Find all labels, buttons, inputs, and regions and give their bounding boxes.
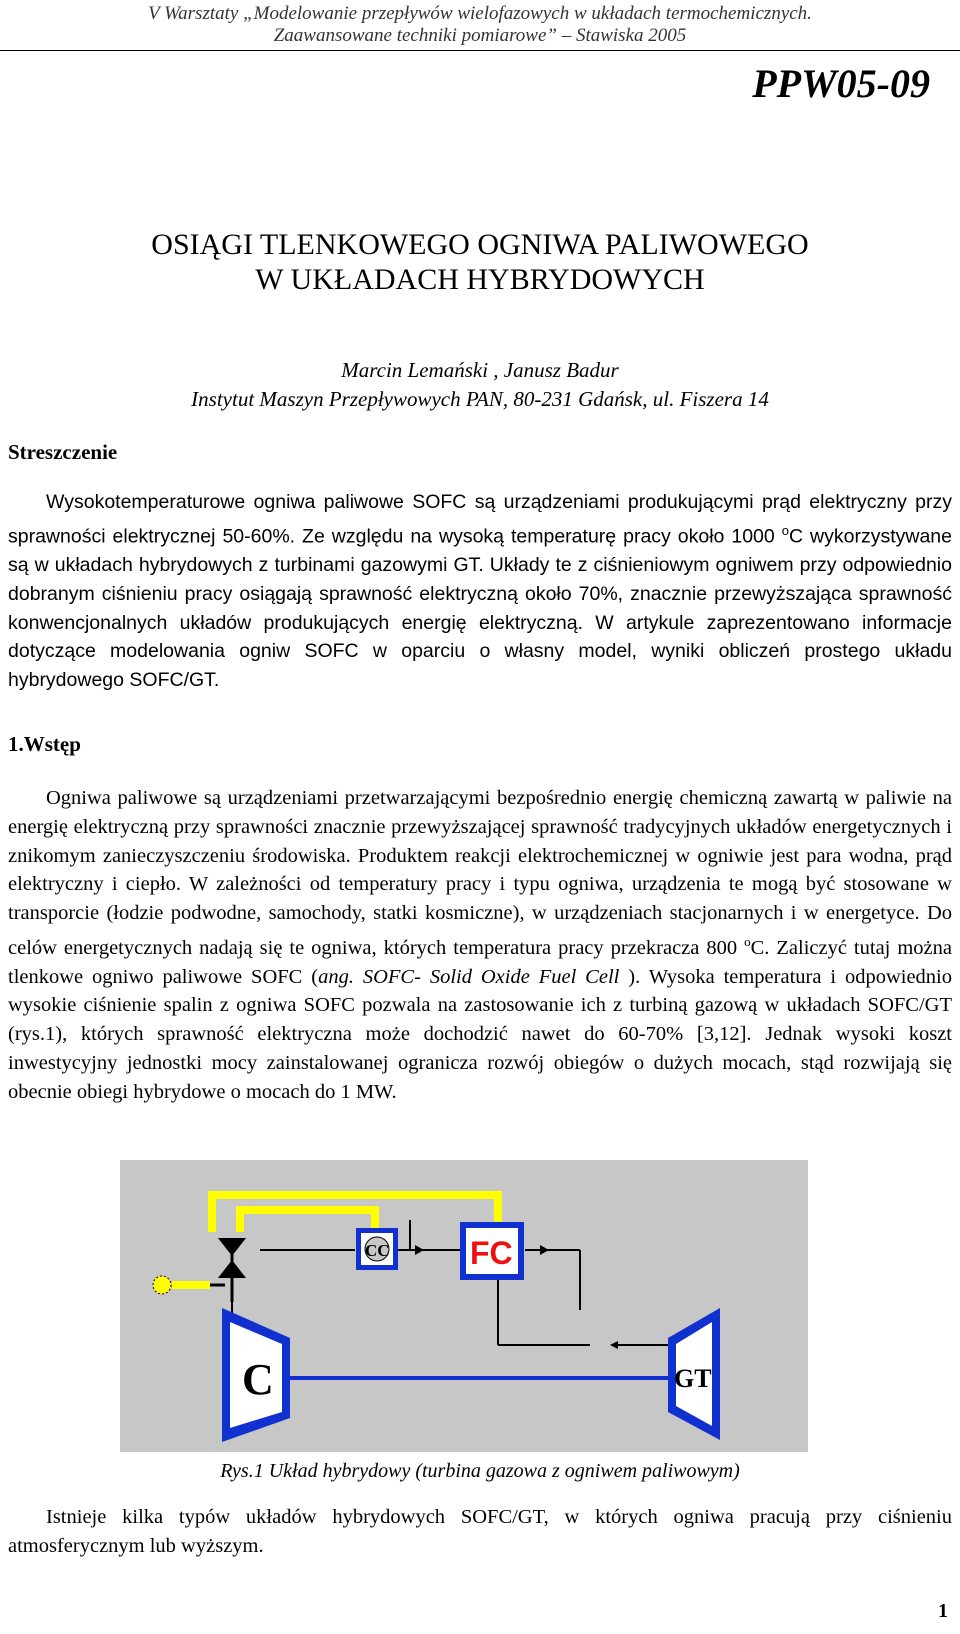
paper-code: PPW05-09 [752,61,930,106]
author-names: Marcin Lemański , Janusz Badur [341,358,619,382]
hybrid-system-svg [120,1160,808,1452]
splitter-icon [210,1238,246,1302]
author-affiliation: Instytut Maszyn Przepływowych PAN, 80-231 Gdańsk, ul. Fiszera 14 [191,387,769,411]
header-divider [0,50,960,51]
compressor-label: C [242,1355,274,1404]
fuel-cell-icon [460,1222,524,1280]
running-header-line2: Zaawansowane techniki pomiarowe” – Stawiska 2005 [273,25,687,46]
gas-turbine-icon [668,1308,720,1440]
flow-arrows [228,1245,618,1349]
page-number: 1 [938,1600,948,1622]
combustion-chamber-icon [356,1228,398,1270]
flow-lines [232,1220,590,1345]
combustion-chamber-label: CC [365,1241,390,1260]
title-line2: W UKŁADACH HYBRYDOWYCH [255,263,705,296]
hybrid-system-diagram [120,1160,808,1452]
title-line1: OSIĄGI TLENKOWEGO OGNIWA PALIWOWEGO [151,228,809,261]
running-header-line1: V Warsztaty „Modelowanie przepływów wielofazowych w układach termochemicznych. [148,3,812,24]
fuel-line-inner [240,1210,375,1232]
figure-caption: Rys.1 Układ hybrydowy (turbina gazowa z ogniwem paliwowym) [220,1460,740,1482]
fuel-inlet-node [153,1276,171,1294]
abstract-heading: Streszczenie [8,440,118,464]
gas-turbine-label: GT [674,1364,712,1393]
intro-paragraph-1: Ogniwa paliwowe są urządzeniami przetwarzającymi bezpośrednio energię chemiczną zawartą w paliwie na energię elektryczną przy sprawności znacznie przewyższającej sprawność tradycyjnych układów energetycznych i znikomym zanieczyszczeniu środowiska. Produktem reakcji elektrochemicznej w ogniwie jest para wodna, prąd elektryczny i ciepło. W zależności od temperatury pracy i typu ogniwa, urządzenia te mogą być stosowane w transporcie (łodzie podwodne, samochody, statki kosmiczne), w urządzeniach stacjonarnych i w energetyce. Do celów energetycznych nadają się te ogniwa, których temperatura pracy przekracza 800 $^o$C. Zaliczyć tutaj można tlenkowe ogniwo paliwowe SOFC (ang. SOFC- Solid Oxide Fuel Cell ). Wysoka temperatura i odpowiednio wysokie ciśnienie spalin z ogniwa SOFC pozwala na zastosowanie ich z turbiną gazową w układach SOFC/GT (rys.1), których sprawność elektryczna może dochodzić nawet do 60-70% [3,12]. Jednak wysoki koszt inwestycyjny jednostki mocy zainstalowanej ogranicza rozwój obiegów o dużych mocach, stąd rozwijają się obecnie obiegi hybrydowe o mocach do 1 MW. [8,787,952,1103]
compressor-icon [222,1308,290,1442]
fuel-cell-label: FC [470,1235,513,1271]
intro-paragraph-2: Istnieje kilka typów układów hybrydowych SOFC/GT, w których ogniwa pracują przy ciśnieniu atmosferycznym lub wyższym. [8,1506,952,1557]
abstract-paragraph: Wysokotemperaturowe ogniwa paliwowe SOFC są urządzeniami produkującymi prąd elektryczny przy sprawności elektrycznej 50-60%. Ze względu na wysoką temperaturę pracy około 1000 $^o$C wykorzystywane są w układach hybrydowych z turbinami gazowymi GT. Układy te z ciśnieniowym ogniwem przy odpowiednio dobranym ciśnieniu pracy osiągają sprawność elektryczną około 70%, znacznie przewyższająca sprawność konwencjonalnych układów produkujących energię elektryczną. W artykule zaprezentowano informacje dotyczące modelowania ogniw SOFC w oparciu o własny model, wyniki obliczeń prostego układu hybrydowego SOFC/GT. [8,491,952,692]
intro-heading: 1.Wstęp [8,732,81,756]
